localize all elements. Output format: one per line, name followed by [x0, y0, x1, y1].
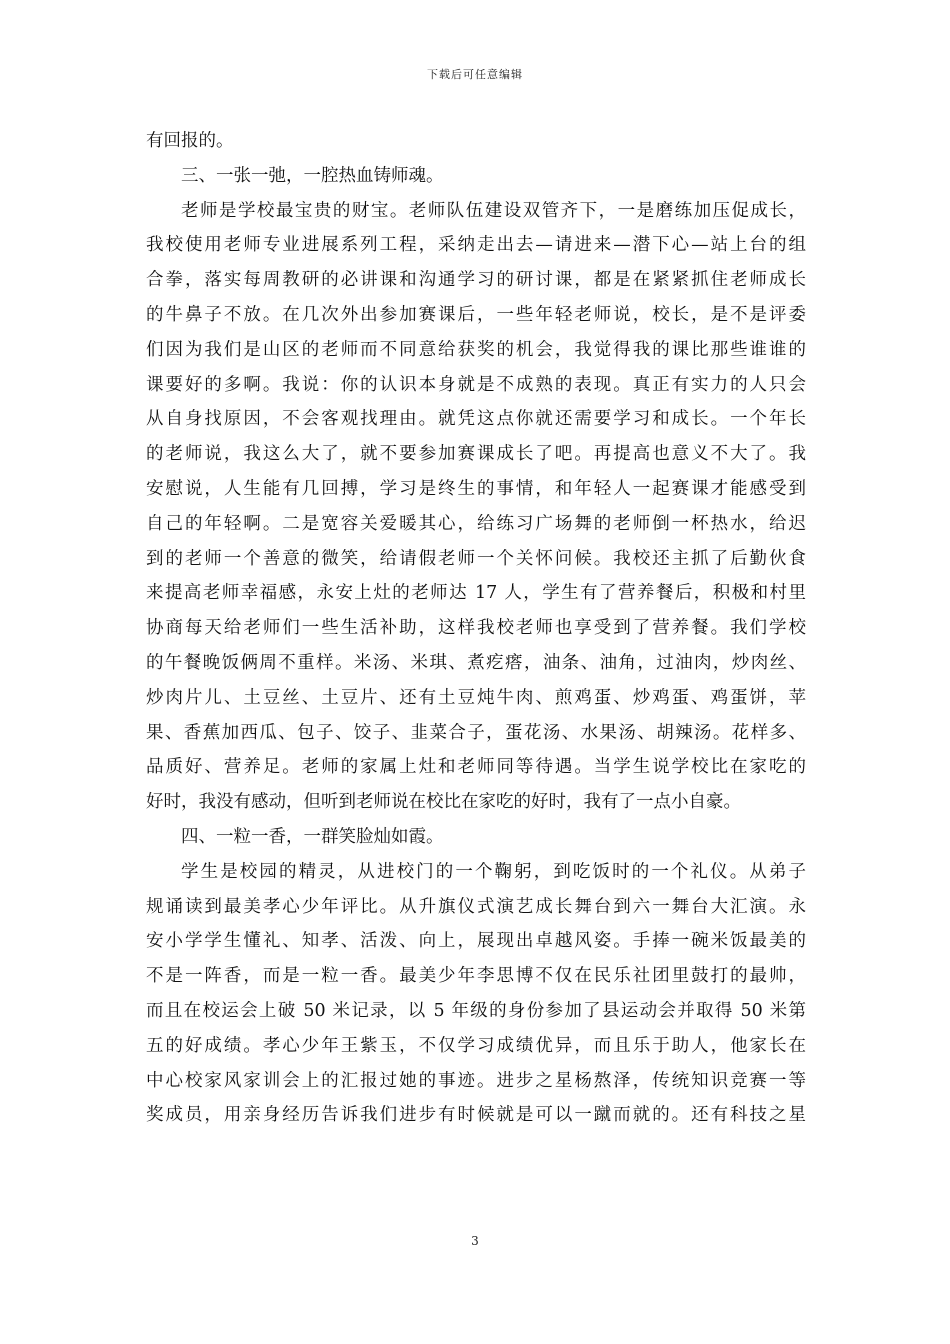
- text-line: 中心校家风家训会上的汇报过她的事迹。进步之星杨熬泽，传统知识竞赛一等: [146, 1070, 806, 1091]
- text-line: 而且在校运会上破 50 米记录，以 5 年级的身份参加了县运动会并取得 50 米第: [146, 1000, 806, 1021]
- text-line: 协商每天给老师们一些生活补助，这样我校老师也享受到了营养餐。我们学校: [146, 618, 806, 639]
- text-line: 从自身找原因，不会客观找理由。就凭这点你就还需要学习和成长。一个年长: [146, 409, 806, 430]
- text-line: 安慰说，人生能有几回搏，学习是终生的事情，和年轻人一起赛课才能感受到: [146, 478, 806, 499]
- text-line: 学生是校园的精灵，从进校门的一个鞠躬，到吃饭时的一个礼仪。从弟子: [181, 861, 806, 882]
- text-line: 三、一张一弛，一腔热血铸师魂。: [181, 165, 444, 186]
- text-line: 奖成员，用亲身经历告诉我们进步有时候就是可以一蹴而就的。还有科技之星: [146, 1105, 806, 1126]
- text-line: 们因为我们是山区的老师而不同意给获奖的机会，我觉得我的课比那些谁谁的: [146, 339, 806, 360]
- text-line: 老师是学校最宝贵的财宝。老师队伍建设双管齐下，一是磨练加压促成长，: [181, 200, 806, 221]
- text-line: 品质好、营养足。老师的家属上灶和老师同等待遇。当学生说学校比在家吃的: [146, 757, 806, 778]
- text-line: 有回报的。: [146, 131, 234, 151]
- text-line: 合拳，落实每周教研的必讲课和沟通学习的研讨课，都是在紧紧抓住老师成长: [146, 270, 806, 291]
- text-line: 到的老师一个善意的微笑，给请假老师一个关怀问候。我校还主抓了后勤伙食: [146, 548, 806, 569]
- text-line: 来提高老师幸福感，永安上灶的老师达 17 人，学生有了营养餐后，积极和村里: [146, 583, 806, 604]
- text-line: 自己的年轻啊。二是宽容关爱暖其心，给练习广场舞的老师倒一杯热水，给迟: [146, 513, 806, 534]
- text-line: 好时，我没有感动，但听到老师说在校比在家吃的好时，我有了一点小自豪。: [146, 792, 741, 813]
- text-line: 炒肉片儿、土豆丝、土豆片、还有土豆炖牛肉、煎鸡蛋、炒鸡蛋、鸡蛋饼，苹: [146, 687, 806, 708]
- text-line: 的老师说，我这么大了，就不要参加赛课成长了吧。再提高也意义不大了。我: [146, 444, 806, 465]
- text-line: 课要好的多啊。我说：你的认识本身就是不成熟的表现。真正有实力的人只会: [146, 374, 806, 395]
- text-line: 我校使用老师专业进展系列工程，采纳走出去—请进来—潜下心—站上台的组: [146, 235, 806, 256]
- document-body: [146, 124, 806, 1133]
- text-line: 五的好成绩。孝心少年王紫玉，不仅学习成绩优异，而且乐于助人，他家长在: [146, 1035, 806, 1056]
- page-header: 下载后可任意编辑: [427, 68, 523, 81]
- text-line: 的牛鼻子不放。在几次外出参加赛课后，一些年轻老师说，校长，是不是评委: [146, 304, 806, 325]
- text-line: 不是一阵香，而是一粒一香。最美少年李思博不仅在民乐社团里鼓打的最帅，: [146, 966, 806, 987]
- text-line: 果、香蕉加西瓜、包子、饺子、韭菜合子，蛋花汤、水果汤、胡辣汤。花样多、: [146, 722, 806, 743]
- page-number: 3: [471, 1234, 479, 1248]
- text-line: 四、一粒一香，一群笑脸灿如霞。: [181, 826, 444, 847]
- text-line: 规诵读到最美孝心少年评比。从升旗仪式演艺成长舞台到六一舞台大汇演。永: [146, 896, 806, 917]
- text-line: 安小学学生懂礼、知孝、活泼、向上，展现出卓越风姿。手捧一碗米饭最美的: [146, 931, 806, 952]
- text-line: 的午餐晚饭俩周不重样。米汤、米琪、煮疙瘩，油条、油角，过油肉，炒肉丝、: [146, 652, 806, 673]
